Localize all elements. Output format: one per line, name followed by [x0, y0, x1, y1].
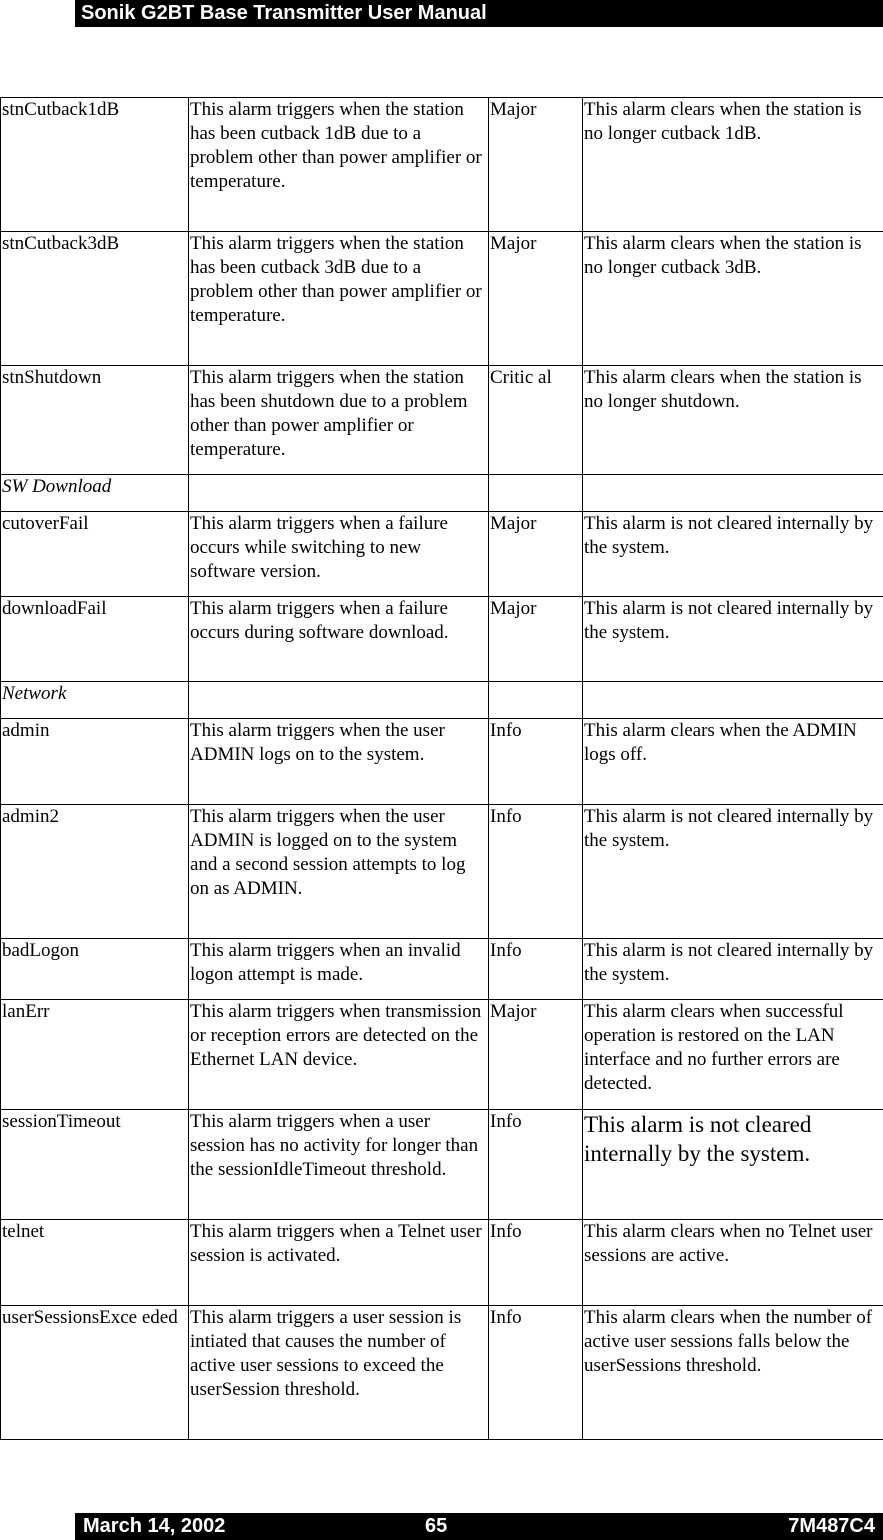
- alarm-description-cell: This alarm triggers when a failure occurs during software download.: [189, 597, 489, 682]
- table-row: [1, 232, 883, 366]
- alarm-clear-cell: This alarm is not cleared internally by the system.: [583, 597, 883, 682]
- alarm-clear-cell: This alarm clears when the station is no longer cutback 3dB.: [583, 232, 883, 366]
- footer-page-number: 65: [425, 1515, 448, 1537]
- table-row: [1, 1220, 883, 1306]
- alarm-table-body: [1, 98, 883, 1440]
- alarm-clear-cell: This alarm is not cleared internally by the system.: [583, 1110, 883, 1220]
- page-footer: [75, 1513, 883, 1540]
- alarm-description-cell: This alarm triggers when an invalid logon attempt is made.: [189, 939, 489, 1000]
- table-row: [1, 1000, 883, 1110]
- alarm-name-cell: badLogon: [1, 939, 189, 1000]
- alarm-severity-cell: Info: [489, 1110, 583, 1220]
- alarm-description-cell: This alarm triggers when a failure occurs while switching to new software version.: [189, 512, 489, 597]
- empty-cell: [189, 475, 489, 512]
- alarm-name-cell: sessionTimeout: [1, 1110, 189, 1220]
- table-row: [1, 805, 883, 939]
- alarm-clear-cell: This alarm is not cleared internally by the system.: [583, 805, 883, 939]
- table-row: [1, 719, 883, 805]
- alarm-severity-cell: Major: [489, 232, 583, 366]
- alarm-severity-cell: Major: [489, 597, 583, 682]
- table-row: [1, 98, 883, 232]
- alarm-clear-cell: This alarm is not cleared internally by the system.: [583, 939, 883, 1000]
- section-row: [1, 682, 883, 719]
- alarm-clear-cell: This alarm clears when the station is no longer cutback 1dB.: [583, 98, 883, 232]
- alarm-severity-cell: Major: [489, 98, 583, 232]
- empty-cell: [583, 475, 883, 512]
- alarm-severity-cell: Info: [489, 805, 583, 939]
- table-row: [1, 512, 883, 597]
- alarm-clear-cell: This alarm clears when the ADMIN logs off.: [583, 719, 883, 805]
- empty-cell: [189, 682, 489, 719]
- alarm-clear-cell: This alarm clears when successful operation is restored on the LAN interface and no further errors are detected.: [583, 1000, 883, 1110]
- empty-cell: [489, 682, 583, 719]
- footer-date: March 14, 2002: [83, 1515, 226, 1537]
- header-title: Sonik G2BT Base Transmitter User Manual: [81, 2, 487, 24]
- alarm-name-cell: telnet: [1, 1220, 189, 1306]
- table-row: [1, 939, 883, 1000]
- alarm-name-cell: stnShutdown: [1, 366, 189, 475]
- alarm-description-cell: This alarm triggers when a user session has no activity for longer than the sessionIdleTimeout threshold.: [189, 1110, 489, 1220]
- alarm-name-cell: stnCutback1dB: [1, 98, 189, 232]
- alarm-description-cell: This alarm triggers when the station has been cutback 1dB due to a problem other than power amplifier or temperature.: [189, 98, 489, 232]
- alarm-description-cell: This alarm triggers when the station has been cutback 3dB due to a problem other than power amplifier or temperature.: [189, 232, 489, 366]
- empty-cell: [489, 475, 583, 512]
- alarm-description-cell: This alarm triggers when the user ADMIN is logged on to the system and a second session attempts to log on as ADMIN.: [189, 805, 489, 939]
- empty-cell: [583, 682, 883, 719]
- alarm-severity-cell: Info: [489, 939, 583, 1000]
- section-title: Network: [1, 682, 189, 719]
- table-row: [1, 597, 883, 682]
- alarm-severity-cell: Info: [489, 719, 583, 805]
- alarm-description-cell: This alarm triggers a user session is intiated that causes the number of active user sessions to exceed the userSession threshold.: [189, 1306, 489, 1440]
- alarm-name-cell: userSessionsExce eded: [1, 1306, 189, 1440]
- alarm-description-cell: This alarm triggers when a Telnet user session is activated.: [189, 1220, 489, 1306]
- alarm-severity-cell: Info: [489, 1306, 583, 1440]
- alarm-name-cell: lanErr: [1, 1000, 189, 1110]
- alarm-description-cell: This alarm triggers when the station has been shutdown due to a problem other than power amplifier or temperature.: [189, 366, 489, 475]
- alarm-name-cell: downloadFail: [1, 597, 189, 682]
- alarm-name-cell: stnCutback3dB: [1, 232, 189, 366]
- alarm-clear-cell: This alarm clears when the station is no longer shutdown.: [583, 366, 883, 475]
- section-row: [1, 475, 883, 512]
- alarm-name-cell: cutoverFail: [1, 512, 189, 597]
- alarm-name-cell: admin2: [1, 805, 189, 939]
- footer-doc-id: 7M487C4: [788, 1515, 875, 1537]
- alarm-severity-cell: Major: [489, 1000, 583, 1110]
- alarm-severity-cell: Critic al: [489, 366, 583, 475]
- alarm-severity-cell: Major: [489, 512, 583, 597]
- alarm-description-cell: This alarm triggers when transmission or reception errors are detected on the Ethernet LAN device.: [189, 1000, 489, 1110]
- table-row: [1, 1110, 883, 1220]
- alarm-clear-cell: This alarm clears when no Telnet user sessions are active.: [583, 1220, 883, 1306]
- alarm-name-cell: admin: [1, 719, 189, 805]
- table-row: [1, 366, 883, 475]
- alarm-severity-cell: Info: [489, 1220, 583, 1306]
- section-title: SW Download: [1, 475, 189, 512]
- alarm-clear-cell: This alarm clears when the number of active user sessions falls below the userSessions threshold.: [583, 1306, 883, 1440]
- alarm-table: [0, 97, 883, 1440]
- alarm-description-cell: This alarm triggers when the user ADMIN logs on to the system.: [189, 719, 489, 805]
- page-header: [75, 0, 883, 27]
- table-row: [1, 1306, 883, 1440]
- alarm-clear-cell: This alarm is not cleared internally by the system.: [583, 512, 883, 597]
